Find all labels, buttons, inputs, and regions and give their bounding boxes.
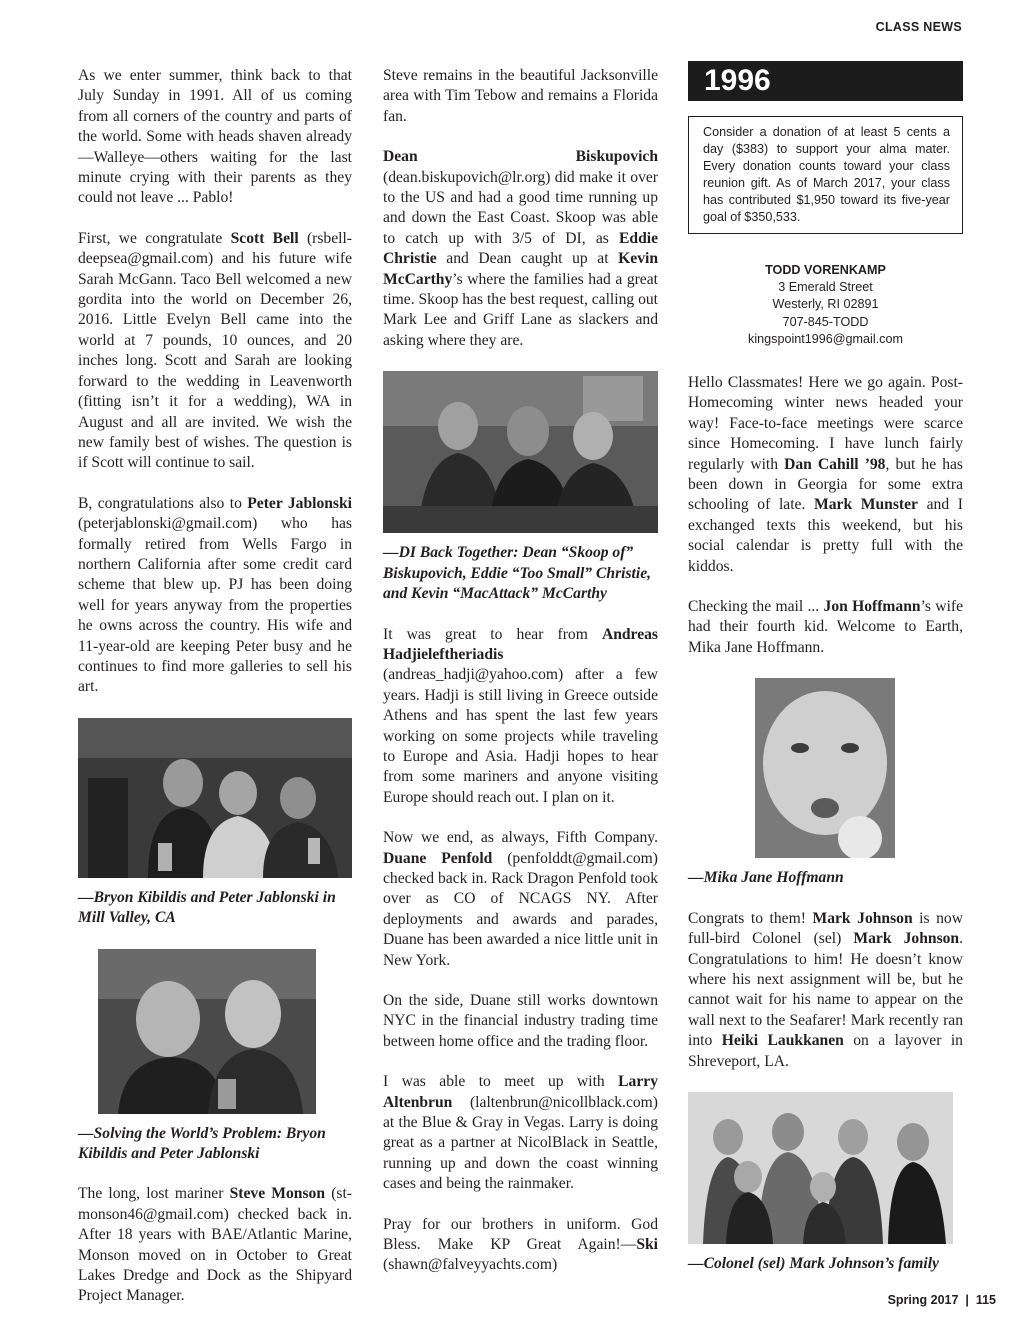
photo-baby [755, 678, 895, 858]
section-header: CLASS NEWS [875, 20, 962, 34]
paragraph: Dean Biskupovich (dean.biskupovich@lr.org) did make it over to the US and had a good time running up and down the East Coast. Skoop was able to catch up with 3/5 of DI, as Eddie Christie and Dean caught up at Kevin McCarthy’s where the families had a great time. Skoop has the best request, calling out Mark Lee and Griff Lane as slackers and asking where they are. [383, 148, 659, 349]
column-2 [383, 66, 658, 1296]
photo-selfie [98, 949, 316, 1114]
page-footer: Spring 2017 | 115 [887, 1293, 996, 1307]
paragraph: Pray for our brothers in uniform. God Bless. Make KP Great Again!—Ski (shawn@falveyyachts.com) [383, 1215, 658, 1274]
class-year-banner: 1996 [688, 61, 963, 101]
column-1 [78, 66, 352, 1327]
paragraph: Now we end, as always, Fifth Company. Duane Penfold (penfolddt@gmail.com) checked back in. Rack Dragon Penfold took over as CO of NCAGS NY. After deployments and awards and parades, Duane has been awarded a nice little unit in New York. [383, 829, 659, 969]
paragraph: The long, lost mariner Steve Monson (st-monson46@gmail.com) checked back in. After 18 years with BAE/Atlantic Marine, Monson moved on in October to Great Lakes Dredge and Dock as the Shipyard Project Manager. [78, 1185, 352, 1305]
column-3 [688, 373, 963, 1294]
donation-box: Consider a donation of at least 5 cents a day ($383) to support your alma mater. Every donation counts toward your class reunion gift. As of March 2017, your class has contributed $1,950 toward its five-year goal of $350,533. [688, 116, 963, 234]
photo-di-reunion [383, 371, 658, 533]
paragraph: Checking the mail ... Jon Hoffmann’s wife had their fourth kid. Welcome to Earth, Mika Jane Hoffmann. [688, 598, 964, 656]
contact-name: TODD VORENKAMP [765, 263, 886, 277]
contact-phone: 707-845-TODD [782, 314, 869, 329]
contact-city: Westerly, RI 02891 [772, 297, 879, 312]
photo-bar-group [78, 718, 352, 878]
paragraph: On the side, Duane still works downtown NYC in the financial industry trading time between home office and the trading floor. [383, 992, 658, 1050]
paragraph: Steve remains in the beautiful Jacksonville area with Tim Tebow and remains a Florida fan. [383, 67, 658, 125]
paragraph: First, we congratulate Scott Bell (rsbell-deepsea@gmail.com) and his future wife Sarah McGann. Taco Bell welcomed a new gordita into the world on December 26, 2016. Little Evelyn Bell came into the world at 7 pounds, 10 ounces, and 20 inches long. Scott and Sarah are looking forward to the wedding in Leavenworth (fitting isn’t it for a wedding), WA in August and all are invited. We wish the new family best of wishes. The question is if Scott will continue to sail. [78, 229, 352, 472]
class-contact [688, 262, 963, 348]
photo-caption: —Mika Jane Hoffmann [688, 869, 844, 887]
paragraph: Hello Classmates! Here we go again. Post-Homecoming winter news headed your way! Face-to-face meetings were scarce since Homecoming. I have lunch fairly regularly with Dan Cahill ’98, but he has been down in Georgia for some extra schooling of late. Mark Munster and I exchanged texts this weekend, but his social calendar is pretty full with the kiddos. [688, 374, 963, 575]
contact-email: kingspoint1996@gmail.com [748, 331, 903, 346]
paragraph: It was great to hear from Andreas Hadjieleftheriadis (andreas_hadji@yahoo.com) after a few years. Hadji is still living in Greece outside Athens and has spent the last few years working on some projects while traveling to Europe and Asia. Hadji hopes to hear from some mariners and anyone visiting Europe should reach out. I plan on it. [383, 625, 658, 806]
photo-johnson-family [688, 1092, 953, 1244]
photo-caption: —Solving the World’s Problem: Bryon Kibildis and Peter Jablonski [78, 1124, 326, 1162]
paragraph: As we enter summer, think back to that July Sunday in 1991. All of us coming from all corners of the country and parts of the world. Some with heads shaven already—Walleye—others waiting for the last minute crying with their parents as they could not leave ... Pablo! [78, 67, 352, 207]
photo-caption: —Colonel (sel) Mark Johnson’s family [688, 1254, 939, 1272]
paragraph: B, congratulations also to Peter Jablonski (peterjablonski@gmail.com) who has formally retired from Wells Fargo in northern California after some credit card scheme that blew up. PJ has been doing well for years anyway from the properties he owns across the country. His wife and 11-year-old are keeping Peter busy and he continues to find more galleries to sell his art. [78, 494, 352, 696]
paragraph: I was able to meet up with Larry Altenbrun (laltenbrun@nicollblack.com) at the Blue & Gray in Vegas. Larry is doing great as a partner at NicolBlack in Seattle, running up and down the coast winning cases and being the rainmaker. [383, 1073, 658, 1193]
photo-caption: —Bryon Kibildis and Peter Jablonski in Mill Valley, CA [78, 888, 336, 927]
photo-caption: —DI Back Together: Dean “Skoop of” Biskupovich, Eddie “Too Small” Christie, and Kevin “MacAttack” McCarthy [383, 544, 652, 603]
contact-street: 3 Emerald Street [778, 280, 873, 295]
paragraph: Congrats to them! Mark Johnson is now full-bird Colonel (sel) Mark Johnson. Congratulations to him! He doesn’t know where his next assignment will be, but he cannot wait for his name to appear on the wall next to the Seafarer! Mark recently ran into Heiki Laukkanen on a layover in Shreveport, LA. [688, 909, 964, 1070]
